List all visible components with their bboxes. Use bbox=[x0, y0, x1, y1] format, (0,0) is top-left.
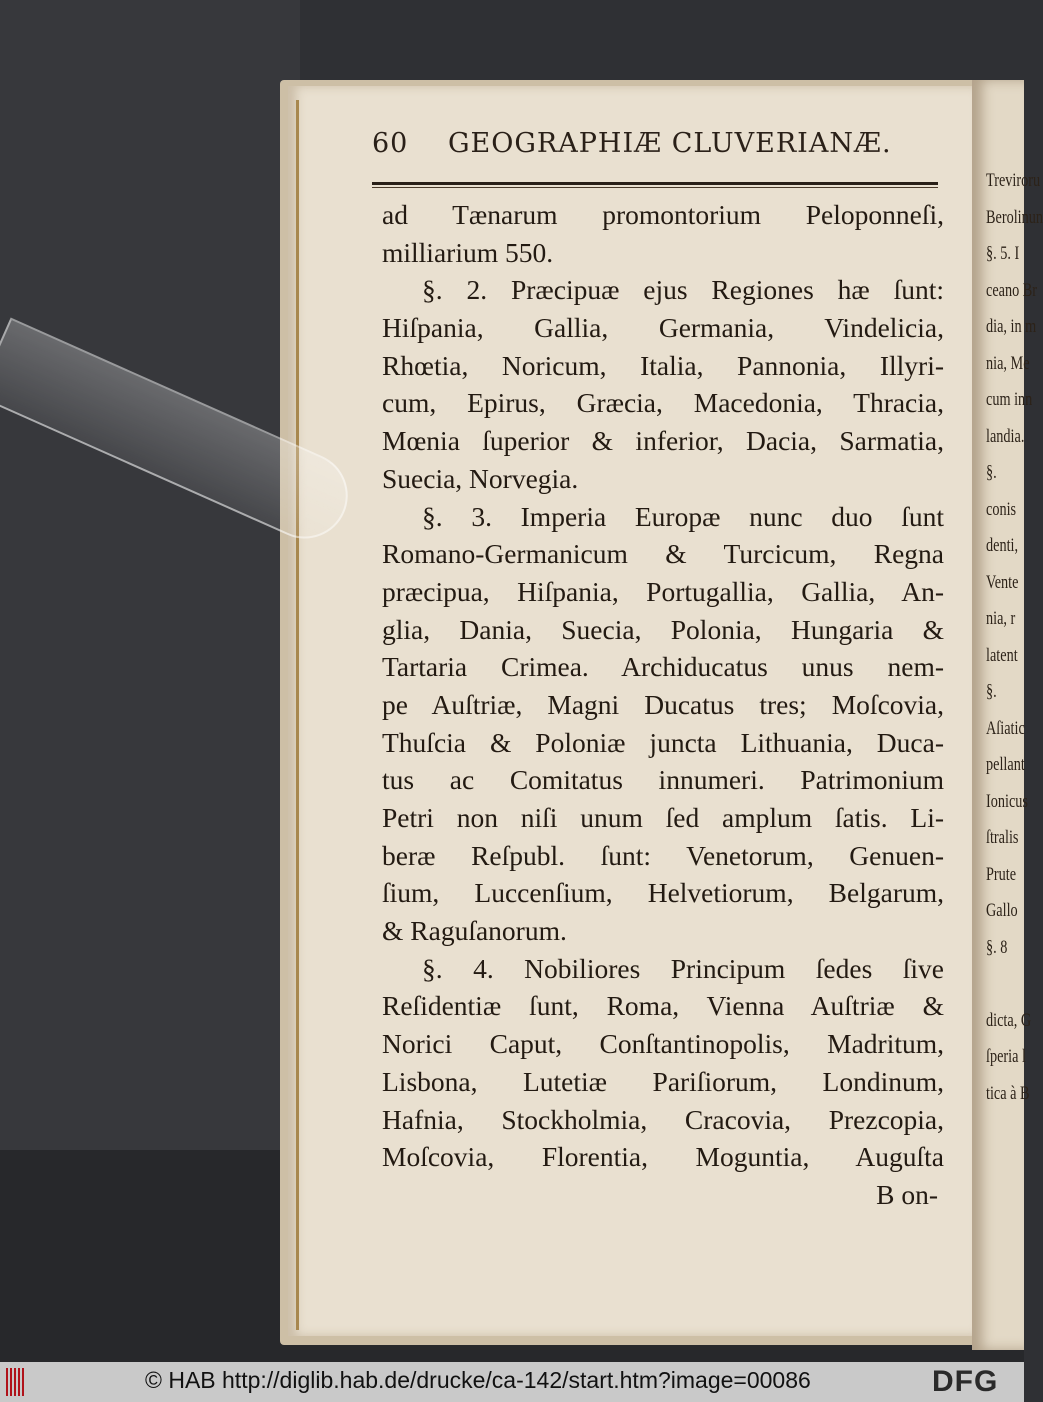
dfg-logo: DFG bbox=[932, 1365, 999, 1398]
text-line: pe Auſtriæ, Magni Ducatus tres; Moſcovia, bbox=[382, 688, 944, 720]
facing-page-line: Berolinun bbox=[986, 206, 1043, 228]
facing-page-line: Gallo bbox=[986, 900, 1018, 921]
page-number: 60 bbox=[372, 128, 409, 159]
facing-page-line: Ionicus bbox=[986, 790, 1028, 812]
text-line: §. 3. Imperia Europæ nunc duo ſunt bbox=[422, 500, 944, 532]
text-line: Hafnia, Stockholmia, Cracovia, Prezcopia, bbox=[382, 1103, 944, 1135]
facing-page-line: pellant bbox=[986, 754, 1025, 775]
facing-page-line: ceano Br bbox=[986, 279, 1038, 301]
facing-page-line: §. bbox=[986, 681, 997, 702]
facing-page-line: §. 8 bbox=[986, 936, 1008, 958]
text-line: cum, Epirus, Græcia, Macedonia, Thracia, bbox=[382, 387, 944, 419]
text-line: Moſcovia, Florentia, Moguntia, Auguſta bbox=[382, 1141, 944, 1173]
text-line: Hiſpania, Gallia, Germania, Vindelicia, bbox=[382, 312, 944, 344]
text-line: beræ Reſpubl. ſunt: Venetorum, Genuen- bbox=[382, 839, 944, 871]
text-line: Petri non niſi unum ſed amplum ſatis. Li- bbox=[382, 802, 944, 833]
text-line: Mœnia ſuperior & inferior, Dacia, Sarmatia, bbox=[382, 425, 944, 457]
footer-bar bbox=[0, 1362, 1024, 1402]
text-line: B on- bbox=[876, 1178, 938, 1210]
text-line: glia, Dania, Suecia, Polonia, Hungaria & bbox=[382, 613, 944, 645]
facing-page-line: landia. bbox=[986, 425, 1025, 447]
facing-page-line: cum inn bbox=[986, 389, 1033, 410]
text-line: & Raguſanorum. bbox=[382, 915, 567, 947]
text-line: tus ac Comitatus innumeri. Patrimonium bbox=[382, 764, 944, 796]
hab-logo-icon bbox=[6, 1368, 26, 1396]
facing-page-line: dicta, G bbox=[986, 1009, 1032, 1031]
page-body-text bbox=[382, 196, 944, 1214]
text-line: Thuſcia & Poloniæ juncta Lithuania, Duca- bbox=[382, 726, 944, 758]
text-line: ad Tænarum promontorium Peloponneſi, bbox=[382, 199, 944, 230]
running-head-title: GEOGRAPHIÆ CLUVERIANÆ. bbox=[447, 128, 892, 159]
facing-page-line: denti, bbox=[986, 535, 1019, 556]
facing-page-line: ſtralis bbox=[986, 827, 1019, 848]
text-line: milliarium 550. bbox=[382, 236, 554, 268]
header-rule-thin bbox=[372, 187, 938, 188]
text-line: Reſidentiæ ſunt, Roma, Vienna Auſtriæ & bbox=[382, 990, 944, 1022]
footer-credit: © HAB http://diglib.hab.de/drucke/ca-142/start.htm?image=00086 bbox=[145, 1367, 811, 1393]
text-line: Romano-Germanicum & Turcicum, Regna bbox=[382, 538, 944, 570]
page-edge bbox=[296, 100, 299, 1330]
facing-page-line: §. bbox=[986, 462, 997, 483]
facing-page-line: Prute bbox=[986, 863, 1017, 885]
text-line: §. 4. Nobiliores Principum ſedes ſive bbox=[422, 952, 944, 984]
facing-page-line: ſperia l bbox=[986, 1046, 1026, 1067]
text-line: Suecia, Norvegia. bbox=[382, 462, 579, 494]
facing-page-line: tica à B bbox=[986, 1082, 1030, 1104]
text-line: Tartaria Crimea. Archiducatus unus nem- bbox=[382, 651, 944, 683]
text-line: præcipua, Hiſpania, Portugallia, Gallia, An- bbox=[382, 575, 944, 607]
facing-page-line: conis bbox=[986, 498, 1017, 520]
text-line: Lisbona, Lutetiæ Pariſiorum, Londinum, bbox=[382, 1065, 944, 1097]
text-line: Rhœtia, Noricum, Italia, Pannonia, Illyri- bbox=[382, 349, 944, 381]
facing-page-line: §. 5. I bbox=[986, 243, 1020, 264]
facing-page-line: Treviroru bbox=[986, 170, 1041, 191]
facing-page-line: Aſiatic bbox=[986, 717, 1025, 739]
facing-page bbox=[972, 80, 1043, 1350]
facing-page-line: Vente bbox=[986, 571, 1019, 593]
facing-page-line: dia, in m bbox=[986, 316, 1037, 337]
text-line: §. 2. Præcipuæ ejus Regiones hæ ſunt: bbox=[422, 274, 944, 306]
running-header bbox=[372, 128, 912, 159]
facing-page-line: nia, r bbox=[986, 608, 1016, 629]
header-rule bbox=[372, 182, 938, 185]
facing-page-line: nia, Me bbox=[986, 352, 1030, 374]
text-line: ſium, Luccenſium, Helvetiorum, Belgarum, bbox=[382, 877, 944, 909]
text-line: Norici Caput, Conſtantinopolis, Madritum, bbox=[382, 1028, 944, 1060]
facing-page-line: latent bbox=[986, 644, 1018, 666]
